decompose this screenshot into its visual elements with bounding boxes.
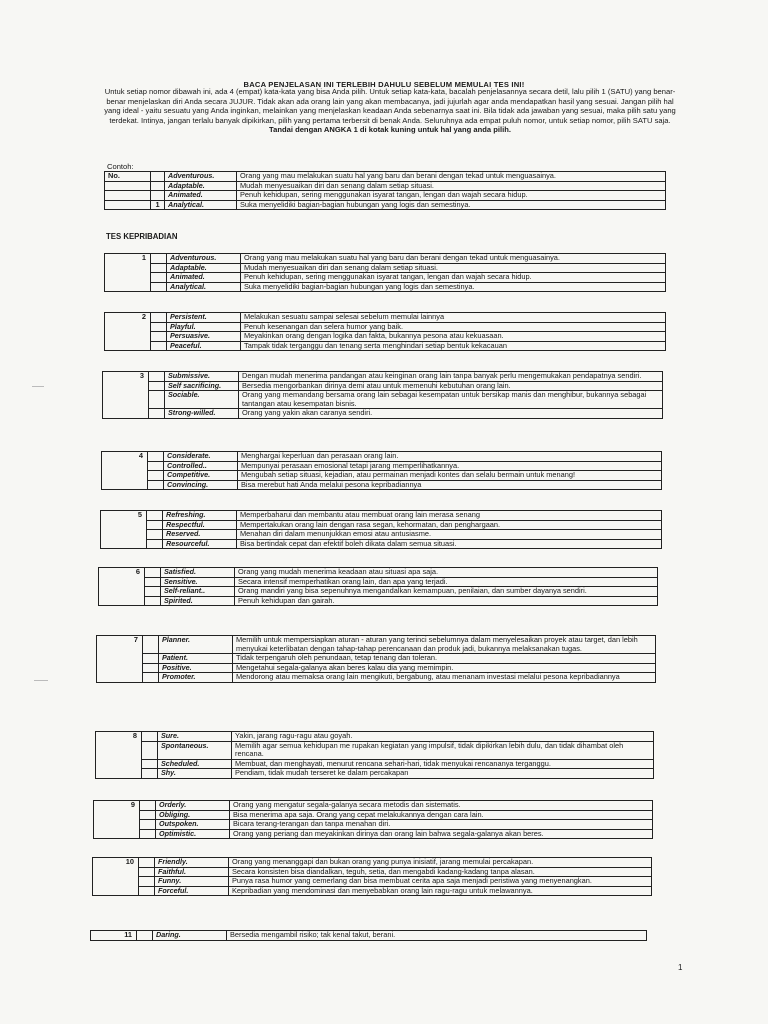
choice-row xyxy=(99,587,658,597)
choice-description: Mendorong atau memaksa orang lain mengikuti, bergabung, atau menanam investasi melalui pesona kepribadiannya xyxy=(233,673,656,683)
choice-description: Punya rasa humor yang cemerlang dan bisa membuat cerita apa saja menjadi peristiwa yang menyenangkan. xyxy=(229,877,652,887)
example-description: Suka menyelidiki bagian-bagian hubungan yang logis dan semestinya. xyxy=(237,200,666,210)
instructions-text: Untuk setiap nomor dibawah ini, ada 4 (empat) kata-kata yang bisa Anda pilih. Untuk setiap kata-kata, bacalah penjelasannya secara detil, lalu pilih 1 (SATU) yang benar-benar menjelaskan diri Anda secara JUJUR. Tidak akan ada orang lain yang akan membacanya, jadi jujurlah agar anda mendapatkan hasil yang sesuai. Jangan pilih hal yang ideal - yaitu sesuatu yang Anda inginkan, melainkan yang menjelaskan keadaan Anda sebenarnya saat ini. Bila tidak ada jawaban yang sesuai, maka pilih satu yang terdekat. Intinya, jangan terlalu banyak dipikirkan, pilih yang pertama terbersit di benak Anda. Seluruhnya ada empat puluh nomor, untuk setiap nomor, pilih SATU saja. xyxy=(104,87,676,125)
choice-description: Orang mandiri yang bisa sepenuhnya mengandalkan kemampuan, penilaian, dan sumber dayanya sendiri. xyxy=(235,587,658,597)
instructions xyxy=(104,87,676,135)
answer-box[interactable] xyxy=(151,273,167,283)
choice-description: Orang yang menanggapi dan bukan orang yang punya inisiatif, jarang memulai percakapan. xyxy=(229,858,652,868)
answer-box[interactable] xyxy=(147,539,163,549)
choice-description: Menahan diri dalam menunjukkan emosi atau antusiasme. xyxy=(237,530,662,540)
choice-word: Adventurous. xyxy=(167,254,241,264)
choice-description: Meyakinkan orang dengan logika dan fakta, bukannya pesona atau kekuasaan. xyxy=(241,332,666,342)
choice-row xyxy=(105,254,666,264)
choice-word: Patient. xyxy=(159,654,233,664)
scan-mark xyxy=(32,386,44,387)
answer-box[interactable] xyxy=(149,381,165,391)
choice-description: Bisa menerima apa saja. Orang yang cepat melakukannya dengan cara lain. xyxy=(230,810,653,820)
choice-description: Tidak terpengaruh oleh penundaan, tetap tenang dan toleran. xyxy=(233,654,656,664)
example-no-cell xyxy=(105,181,151,191)
question-table-1 xyxy=(104,253,666,292)
choice-description: Pendiam, tidak mudah terseret ke dalam percakapan xyxy=(232,769,654,779)
answer-box[interactable] xyxy=(148,461,164,471)
answer-box[interactable] xyxy=(147,511,163,521)
answer-box[interactable] xyxy=(142,759,158,769)
answer-box[interactable] xyxy=(137,931,153,941)
choice-row xyxy=(94,801,653,811)
choice-row xyxy=(105,273,666,283)
answer-box[interactable] xyxy=(142,732,158,742)
choice-row xyxy=(99,596,658,606)
answer-box[interactable] xyxy=(140,820,156,830)
choice-word: Sociable. xyxy=(165,391,239,409)
choice-description: Suka menyelidiki bagian-bagian hubungan yang logis dan semestinya. xyxy=(241,282,666,292)
choice-word: Friendly. xyxy=(155,858,229,868)
question-number: 6 xyxy=(99,568,145,606)
answer-box[interactable] xyxy=(143,663,159,673)
choice-word: Scheduled. xyxy=(158,759,232,769)
choice-description: Orang yang mudah menerima keadaan atau situasi apa saja. xyxy=(235,568,658,578)
choice-description: Bisa merebut hati Anda melalui pesona kepribadiannya xyxy=(238,480,662,490)
choice-word: Forceful. xyxy=(155,886,229,896)
answer-box[interactable] xyxy=(151,332,167,342)
choice-word: Self-reliant.. xyxy=(161,587,235,597)
choice-row xyxy=(101,530,662,540)
choice-description: Secara intensif memperhatikan orang lain, dan apa yang terjadi. xyxy=(235,577,658,587)
choice-description: Mempertakukan orang lain dengan rasa segan, kehormatan, dan penghargaan. xyxy=(237,520,662,530)
choice-word: Strong-willed. xyxy=(165,409,239,419)
choice-word: Considerate. xyxy=(164,452,238,462)
answer-box[interactable] xyxy=(139,886,155,896)
answer-box[interactable] xyxy=(151,263,167,273)
question-table-5 xyxy=(100,510,662,549)
choice-description: Bicara terang-terangan dan tanpa menahan diri. xyxy=(230,820,653,830)
choice-row xyxy=(97,673,656,683)
answer-box[interactable] xyxy=(149,372,165,382)
choice-description: Orang yang mau melakukan suatu hal yang baru dan berani dengan tekad untuk menguasainya. xyxy=(241,254,666,264)
choice-description: Mempunyai perasaan emosional tetapi jarang memperlihatkannya. xyxy=(238,461,662,471)
choice-description: Tampak tidak terganggu dan tenang serta menghindari setiap bentuk kekacauan xyxy=(241,341,666,351)
choice-word: Refreshing. xyxy=(163,511,237,521)
answer-box[interactable] xyxy=(145,577,161,587)
question-table-10 xyxy=(92,857,652,896)
answer-box[interactable] xyxy=(143,654,159,664)
example-word: Adventurous. xyxy=(165,172,237,182)
question-number: 7 xyxy=(97,636,143,683)
choice-row xyxy=(93,886,652,896)
choice-row xyxy=(97,654,656,664)
choice-description: Penuh kesenangan dan selera humor yang baik. xyxy=(241,322,666,332)
section-title: TES KEPRIBADIAN xyxy=(106,232,178,241)
question-number: 1 xyxy=(105,254,151,292)
choice-description: Bersedia mengambil risiko; tak kenal takut, berani. xyxy=(227,931,647,941)
choice-description: Yakin, jarang ragu-ragu atau goyah. xyxy=(232,732,654,742)
answer-box[interactable] xyxy=(139,877,155,887)
choice-word: Respectful. xyxy=(163,520,237,530)
choice-row xyxy=(103,409,663,419)
choice-description: Orang yang yakin akan caranya sendiri. xyxy=(239,409,663,419)
choice-word: Daring. xyxy=(153,931,227,941)
question-table-6 xyxy=(98,567,658,606)
choice-description: Bisa bertindak cepat dan efektif boleh dikata dalam semua situasi. xyxy=(237,539,662,549)
choice-description: Memperbaharui dan membantu atau membuat orang lain merasa senang xyxy=(237,511,662,521)
answer-box[interactable] xyxy=(147,530,163,540)
choice-word: Optimistic. xyxy=(156,829,230,839)
choice-row xyxy=(94,829,653,839)
choice-word: Submissive. xyxy=(165,372,239,382)
question-number: 5 xyxy=(101,511,147,549)
answer-box[interactable] xyxy=(151,313,167,323)
choice-word: Planner. xyxy=(159,636,233,654)
choice-word: Animated. xyxy=(167,273,241,283)
page-number: 1 xyxy=(678,963,683,972)
choice-description: Bersedia mengorbankan dirinya demi atau untuk memenuhi kebutuhan orang lain. xyxy=(239,381,663,391)
choice-word: Controlled.. xyxy=(164,461,238,471)
choice-description: Orang yang memandang bersama orang lain sebagai kesempatan untuk bersikap manis dan menghibur, bukannya sebagai tantangan atau kesempatan bisnis. xyxy=(239,391,663,409)
choice-description: Secara konsisten bisa diandalkan, teguh, setia, dan mengabdi kadang-kadang tanpa alasan. xyxy=(229,867,652,877)
choice-word: Persuasive. xyxy=(167,332,241,342)
question-table-7 xyxy=(96,635,656,683)
choice-word: Analytical. xyxy=(167,282,241,292)
choice-row xyxy=(102,471,662,481)
answer-box[interactable] xyxy=(145,587,161,597)
example-no-cell xyxy=(105,200,151,210)
choice-word: Reserved. xyxy=(163,530,237,540)
question-number: 10 xyxy=(93,858,139,896)
answer-box[interactable] xyxy=(142,769,158,779)
answer-box[interactable] xyxy=(142,741,158,759)
choice-row xyxy=(93,858,652,868)
choice-description: Orang yang mengatur segala-galanya secara metodis dan sistematis. xyxy=(230,801,653,811)
example-table xyxy=(104,171,666,210)
answer-box[interactable] xyxy=(148,452,164,462)
choice-word: Faithful. xyxy=(155,867,229,877)
choice-word: Convincing. xyxy=(164,480,238,490)
answer-box[interactable] xyxy=(151,254,167,264)
choice-description: Memilih agar semua kehidupan me rupakan kegiatan yang impulsif, tidak dipikirkan lebih dulu, dan tidak dihambat oleh rencana. xyxy=(232,741,654,759)
answer-box[interactable] xyxy=(139,867,155,877)
example-mark-cell[interactable] xyxy=(151,191,165,201)
choice-word: Spontaneous. xyxy=(158,741,232,759)
example-label: Contoh: xyxy=(107,162,134,171)
choice-word: Playful. xyxy=(167,322,241,332)
answer-box[interactable] xyxy=(151,322,167,332)
choice-description: Membuat, dan menghayati, menurut rencana sehari-hari, tidak menyukai rencananya terganggu. xyxy=(232,759,654,769)
choice-description: Penuh kehidupan, sering menggunakan isyarat tangan, lengan dan wajah secara hidup. xyxy=(241,273,666,283)
example-row xyxy=(105,172,666,182)
choice-description: Mengubah setiap situasi, kejadian, atau permainan menjadi kontes dan selalu bermain untuk menang! xyxy=(238,471,662,481)
choice-description: Dengan mudah menerima pandangan atau keinginan orang lain tanpa banyak perlu mengemukakan pendapatnya sendiri. xyxy=(239,372,663,382)
scan-mark xyxy=(34,680,48,681)
example-word: Animated. xyxy=(165,191,237,201)
page-heading: BACA PENJELASAN INI TERLEBIH DAHULU SEBELUM MEMULAI TES INI! xyxy=(243,80,525,89)
example-row xyxy=(105,191,666,201)
answer-box[interactable] xyxy=(151,341,167,351)
instructions-emphasis: Tandai dengan ANGKA 1 di kotak kuning untuk hal yang anda pilih. xyxy=(269,125,511,135)
question-number: 8 xyxy=(96,732,142,779)
example-word: Adaptable. xyxy=(165,181,237,191)
choice-description: Mengetahui segala-galanya akan beres kalau dia yang memimpin. xyxy=(233,663,656,673)
choice-row xyxy=(101,511,662,521)
answer-box[interactable] xyxy=(145,568,161,578)
answer-box[interactable] xyxy=(140,829,156,839)
choice-row xyxy=(105,332,666,342)
choice-description: Orang yang periang dan meyakinkan dirinya dan orang lain bahwa segala-galanya akan beres. xyxy=(230,829,653,839)
choice-word: Self sacrificing. xyxy=(165,381,239,391)
choice-description: Kepribadian yang mendominasi dan menyebabkan orang lain ragu-ragu untuk melawannya. xyxy=(229,886,652,896)
choice-description: Memilih untuk mempersiapkan aturan - aturan yang terinci sebelumnya dalam menyelesaikan proyek atau target, dan lebih menyukai keterlibatan dengan tahap-tahap perencanaan dan produk jadi, bukannya melaksanakan tugas. xyxy=(233,636,656,654)
answer-box[interactable] xyxy=(148,480,164,490)
choice-row xyxy=(97,636,656,654)
choice-word: Outspoken. xyxy=(156,820,230,830)
choice-row xyxy=(105,341,666,351)
answer-box[interactable] xyxy=(149,391,165,409)
choice-word: Sure. xyxy=(158,732,232,742)
choice-word: Positive. xyxy=(159,663,233,673)
choice-word: Satisfied. xyxy=(161,568,235,578)
answer-box[interactable] xyxy=(143,673,159,683)
answer-box[interactable] xyxy=(148,471,164,481)
choice-description: Penuh kehidupan dan gairah. xyxy=(235,596,658,606)
choice-word: Spirited. xyxy=(161,596,235,606)
choice-word: Resourceful. xyxy=(163,539,237,549)
choice-row xyxy=(102,452,662,462)
choice-row xyxy=(96,741,654,759)
answer-box[interactable] xyxy=(147,520,163,530)
example-mark-cell[interactable] xyxy=(151,181,165,191)
choice-word: Funny. xyxy=(155,877,229,887)
example-description: Mudah menyesuaikan diri dan senang dalam setiap situasi. xyxy=(237,181,666,191)
question-table-4 xyxy=(101,451,662,490)
choice-row xyxy=(96,769,654,779)
example-word: Analytical. xyxy=(165,200,237,210)
question-table-3 xyxy=(102,371,663,419)
answer-box[interactable] xyxy=(140,810,156,820)
answer-box[interactable] xyxy=(151,282,167,292)
example-mark-cell[interactable]: 1 xyxy=(151,200,165,210)
choice-row xyxy=(94,820,653,830)
example-no-cell: No. xyxy=(105,172,151,182)
choice-row xyxy=(93,877,652,887)
question-table-9 xyxy=(93,800,653,839)
question-table-2 xyxy=(104,312,666,351)
choice-row xyxy=(105,313,666,323)
example-mark-cell[interactable] xyxy=(151,172,165,182)
question-number: 3 xyxy=(103,372,149,419)
choice-word: Adaptable. xyxy=(167,263,241,273)
choice-row xyxy=(105,282,666,292)
choice-row xyxy=(96,732,654,742)
choice-description: Menghargai keperluan dan perasaan orang lain. xyxy=(238,452,662,462)
choice-row xyxy=(102,480,662,490)
choice-word: Peaceful. xyxy=(167,341,241,351)
choice-row xyxy=(99,568,658,578)
choice-word: Orderly. xyxy=(156,801,230,811)
answer-box[interactable] xyxy=(145,596,161,606)
answer-box[interactable] xyxy=(140,801,156,811)
question-table-11 xyxy=(90,930,647,941)
example-description: Orang yang mau melakukan suatu hal yang baru dan berani dengan tekad untuk menguasainya. xyxy=(237,172,666,182)
choice-row xyxy=(101,539,662,549)
example-no-cell xyxy=(105,191,151,201)
example-description: Penuh kehidupan, sering menggunakan isyarat tangan, lengan dan wajah secara hidup. xyxy=(237,191,666,201)
choice-word: Competitive. xyxy=(164,471,238,481)
example-row xyxy=(105,200,666,210)
question-table-8 xyxy=(95,731,654,779)
choice-word: Obliging. xyxy=(156,810,230,820)
choice-row xyxy=(103,372,663,382)
choice-description: Melakukan sesuatu sampai selesai sebelum memulai lainnya xyxy=(241,313,666,323)
choice-row xyxy=(91,931,647,941)
choice-description: Mudah menyesuaikan diri dan senang dalam setiap situasi. xyxy=(241,263,666,273)
question-number: 11 xyxy=(91,931,137,941)
question-number: 9 xyxy=(94,801,140,839)
answer-box[interactable] xyxy=(139,858,155,868)
choice-word: Persistent. xyxy=(167,313,241,323)
choice-word: Promoter. xyxy=(159,673,233,683)
answer-box[interactable] xyxy=(143,636,159,654)
choice-word: Shy. xyxy=(158,769,232,779)
choice-row xyxy=(103,391,663,409)
choice-word: Sensitive. xyxy=(161,577,235,587)
answer-box[interactable] xyxy=(149,409,165,419)
question-number: 4 xyxy=(102,452,148,490)
question-number: 2 xyxy=(105,313,151,351)
